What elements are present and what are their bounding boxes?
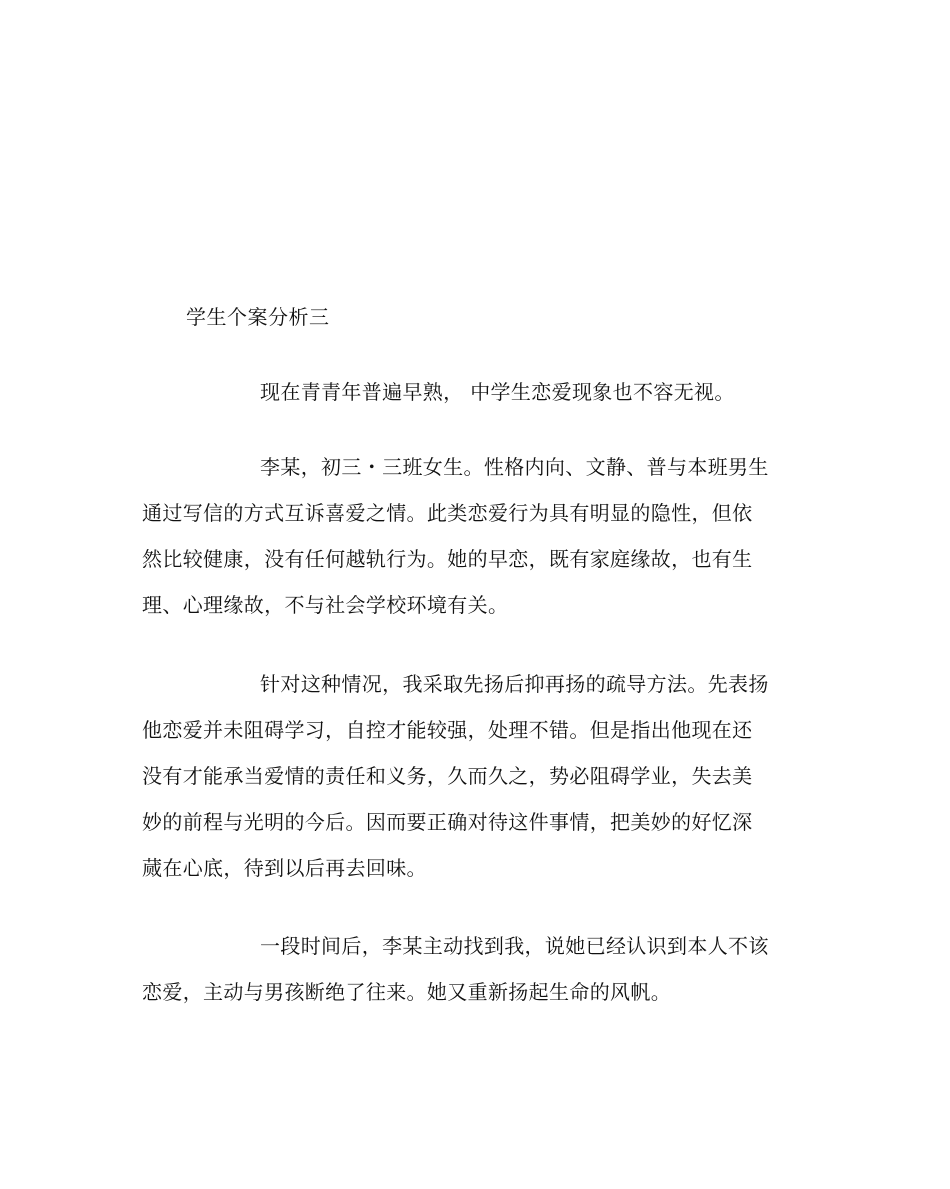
paragraph-method [142, 661, 818, 891]
paragraph-line: 理、心理缘故，不与社会学校环境有关。 [142, 593, 509, 617]
paragraph-line: 妙的前程与光明的今后。因而要正确对待这件事情，把美妙的好忆深 [142, 810, 753, 834]
paragraph-line: 没有才能承当爱情的责任和义务，久而久之，势必阻碍学业，失去美 [142, 764, 753, 788]
paragraph-outcome [142, 923, 818, 1015]
paragraph-line: 李某，初三・三班女生。性格内向、文静、普与本班男生 [260, 455, 769, 479]
paragraph-line: 通过写信的方式互诉喜爱之情。此类恋爱行为具有明显的隐性，但依 [142, 501, 753, 525]
paragraph-line: 恋爱，主动与男孩断绝了往来。她又重新扬起生命的风帆。 [142, 980, 672, 1004]
paragraph-line: 蒇在心底，待到以后再去回味。 [142, 856, 427, 880]
paragraph-line: 然比较健康，没有任何越轨行为。她的早恋，既有家庭缘故，也有生 [142, 547, 753, 571]
paragraph-case-description [142, 444, 818, 628]
paragraph-line: 一段时间后，李某主动找到我，说她已经认识到本人不该 [260, 934, 769, 958]
paragraph-line: 现在青青年普遍早熟， 中学生恋爱现象也不容无视。 [260, 380, 735, 404]
paragraph-line: 他恋爱并未阻碍学习，自控才能较强，处理不错。但是指出他现在还 [142, 718, 753, 742]
paragraph-intro [142, 369, 818, 415]
paragraph-line: 针对这种情况，我采取先扬后抑再扬的疏导方法。先表扬 [260, 672, 769, 696]
document-title: 学生个案分析三 [186, 305, 330, 329]
